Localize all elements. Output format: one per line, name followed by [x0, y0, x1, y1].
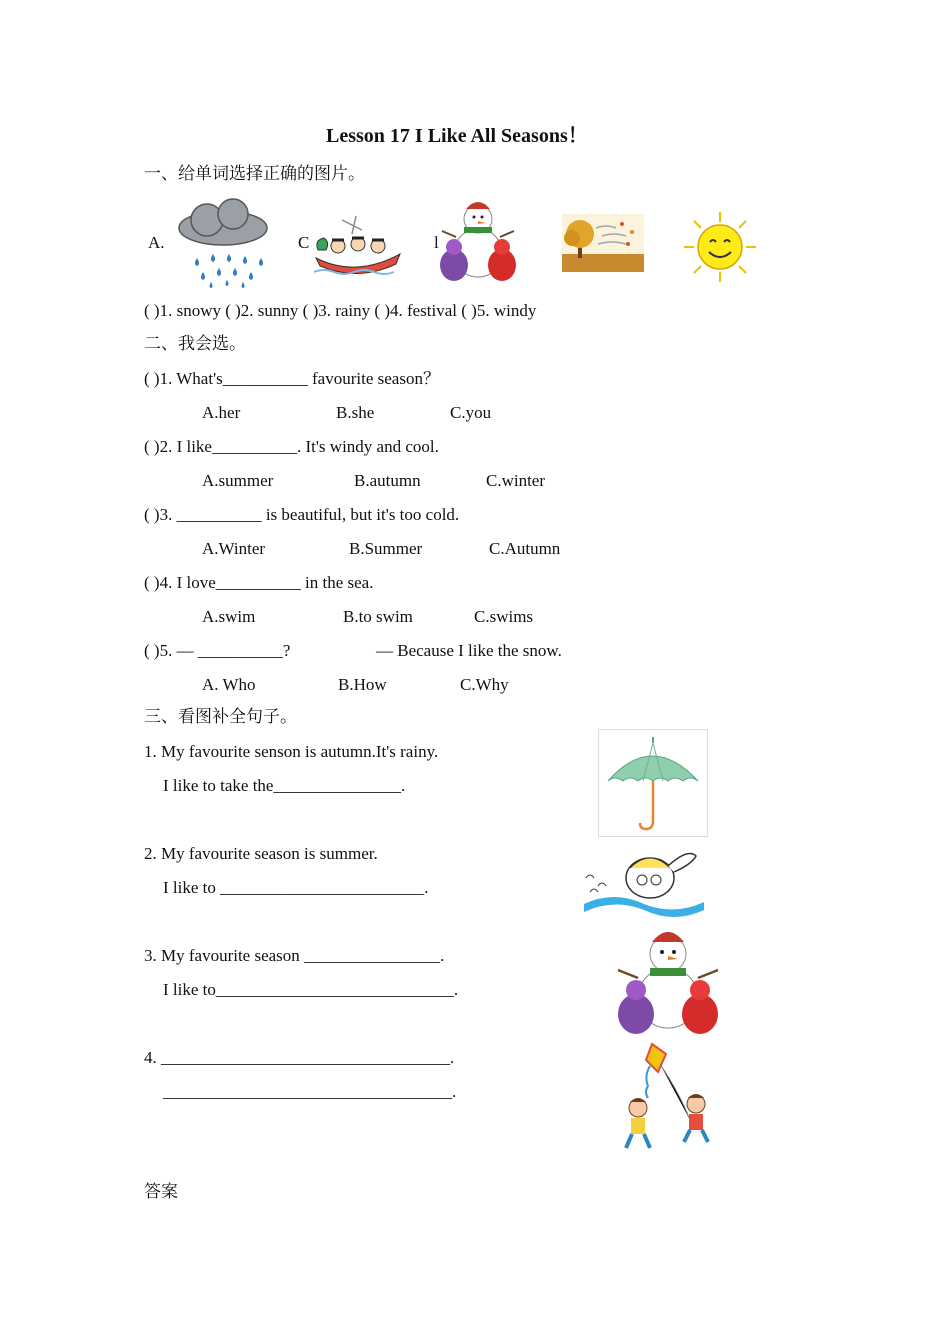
section2-heading: 二、我会选。	[144, 334, 246, 353]
choice-question-5-reply: — Because I like the snow.	[376, 641, 562, 660]
sentence-3-line1: 3. My favourite season ________________.	[144, 946, 445, 965]
choice-2-c: C.winter	[486, 471, 546, 490]
section1-questions: ( )1. snowy ( )2. sunny ( )3. rainy ( )4. festival ( )5. windy	[144, 301, 537, 320]
choice-5-b: B.How	[338, 675, 387, 694]
choice-1-a: A.her	[202, 403, 241, 422]
choice-5-c: C.Why	[460, 675, 509, 694]
choice-3-a: A.Winter	[202, 539, 266, 558]
choice-3-b: B.Summer	[349, 539, 423, 558]
section1-heading: 一、给单词选择正确的图片。	[144, 164, 365, 183]
snowman-icon	[438, 197, 518, 283]
page-title: Lesson 17 I Like All Seasons！	[326, 125, 588, 147]
sun-icon	[680, 210, 760, 284]
sentence-1-line1: 1. My favourite senson is autumn.It's rainy.	[144, 742, 439, 761]
choice-question-5: ( )5. — __________?	[144, 641, 291, 660]
choice-question-4: ( )4. I love__________ in the sea.	[144, 573, 374, 592]
sentence-1-line2: I like to take the_______________.	[163, 776, 406, 795]
option-label-a: A.	[148, 233, 165, 252]
umbrella-icon	[598, 729, 708, 837]
rain-cloud-icon	[175, 198, 273, 290]
section3-heading: 三、看图补全句子。	[144, 707, 297, 726]
kite-kids-icon	[616, 1040, 720, 1156]
choice-1-b: B.she	[336, 403, 375, 422]
swimmer-icon	[580, 838, 708, 916]
choice-4-b: B.to swim	[343, 607, 413, 626]
choice-question-1: ( )1. What's__________ favourite season？	[144, 369, 440, 388]
choice-3-c: C.Autumn	[489, 539, 561, 558]
sentence-3-line2: I like to____________________________.	[163, 980, 459, 999]
choice-5-a: A. Who	[202, 675, 256, 694]
sentence-4-line1: 4. __________________________________.	[144, 1048, 455, 1067]
sentence-4-line2: __________________________________.	[163, 1082, 457, 1101]
choice-4-c: C.swims	[474, 607, 534, 626]
autumn-wind-icon	[562, 214, 644, 272]
snowman-kids-icon	[612, 924, 724, 1036]
choice-4-a: A.swim	[202, 607, 256, 626]
option-label-d: l	[434, 233, 439, 252]
sentence-2-line1: 2. My favourite season is summer.	[144, 844, 378, 863]
sentence-2-line2: I like to ________________________.	[163, 878, 429, 897]
dragon-boat-icon	[312, 212, 404, 282]
choice-2-b: B.autumn	[354, 471, 421, 490]
choice-question-3: ( )3. __________ is beautiful, but it's too cold.	[144, 505, 460, 524]
choice-2-a: A.summer	[202, 471, 274, 490]
option-label-c: C	[298, 233, 310, 252]
answer-heading: 答案	[144, 1182, 178, 1201]
choice-1-c: C.you	[450, 403, 492, 422]
choice-question-2: ( )2. I like__________. It's windy and cool.	[144, 437, 439, 456]
